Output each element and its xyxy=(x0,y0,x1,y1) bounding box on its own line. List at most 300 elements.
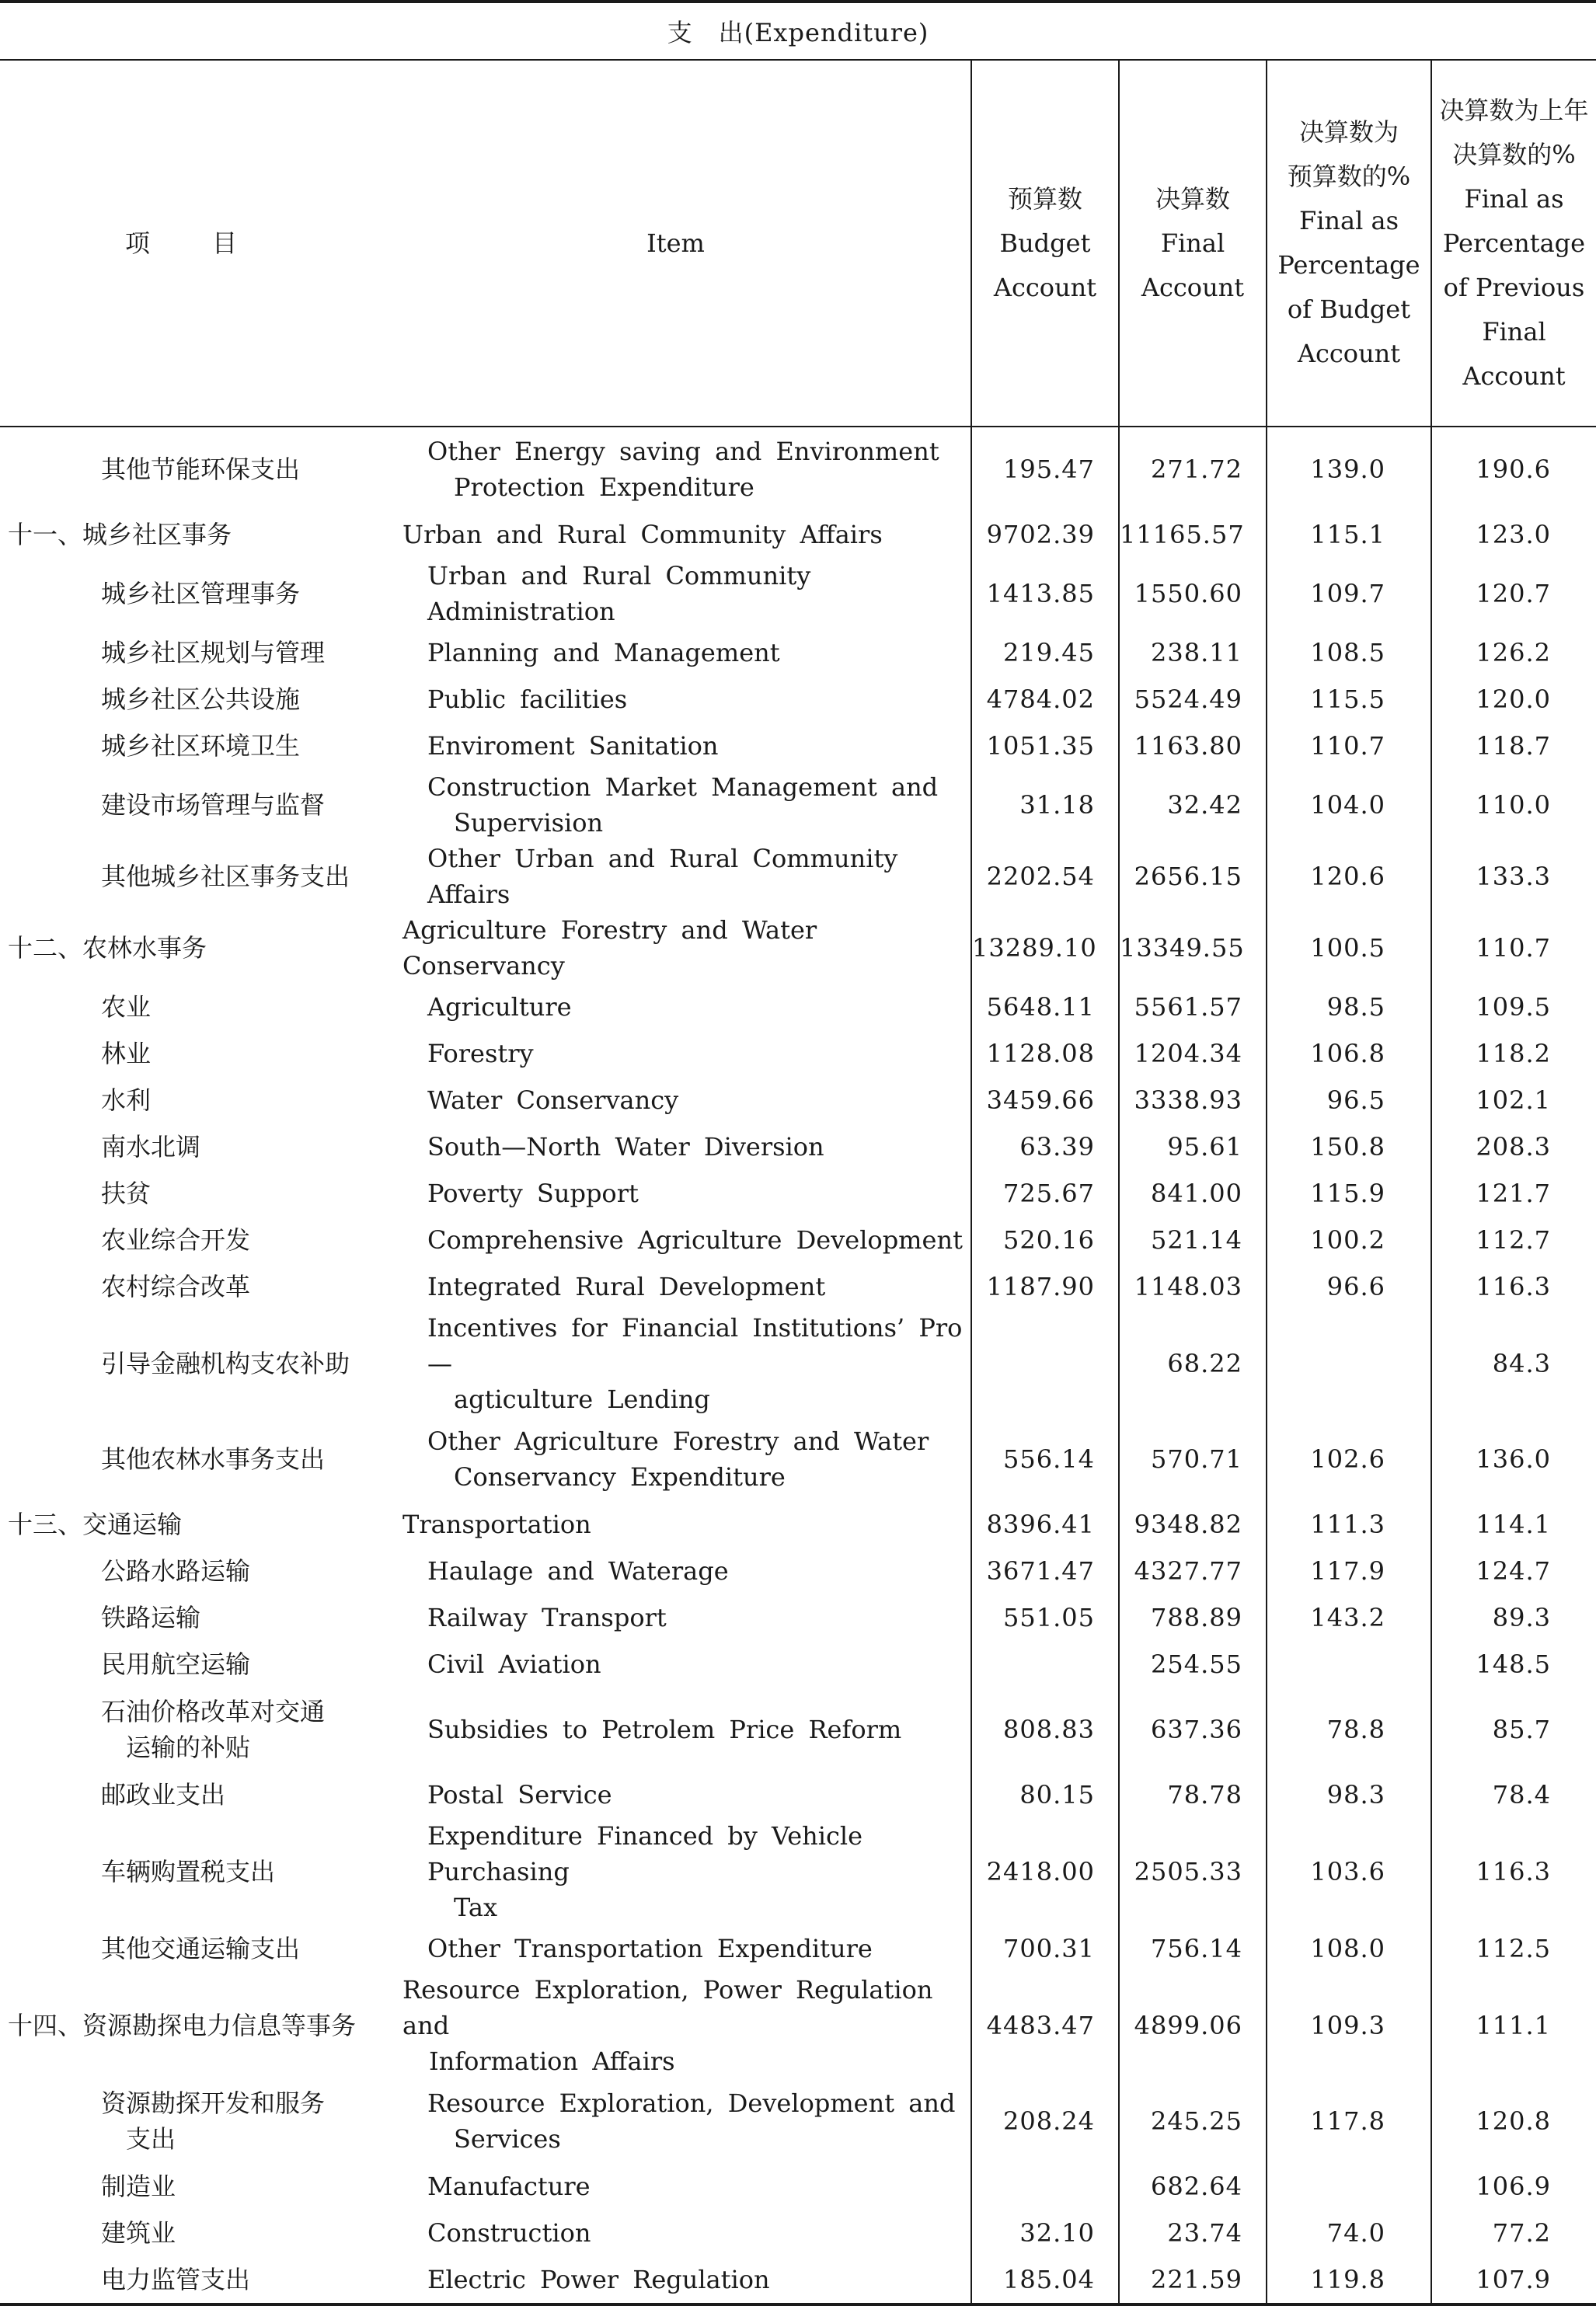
item-cn-label: 十一、城乡社区事务 xyxy=(8,520,232,549)
item-en-label: Poverty Support xyxy=(427,1179,639,1208)
item-en-label: Subsidies to Petrolem Price Reform xyxy=(427,1715,902,1744)
item-cn-label: 城乡社区环境卫生 xyxy=(101,731,301,761)
item-en-label-cont: Information Affairs xyxy=(429,2046,675,2076)
final-cell: 95.61 xyxy=(1119,1123,1267,1170)
budget-cell xyxy=(971,1641,1119,1688)
pct-budget-cell: 120.6 xyxy=(1267,841,1431,912)
pct-prev-cell: 109.5 xyxy=(1431,984,1596,1030)
item-en-cell xyxy=(381,1217,971,1263)
table-row xyxy=(0,676,1596,723)
item-cn-label: 公路水路运输 xyxy=(101,1556,251,1586)
final-cell: 2656.15 xyxy=(1119,841,1267,912)
header-line: 预算数的% xyxy=(1287,162,1411,191)
item-cn-label: 民用航空运输 xyxy=(101,1649,251,1679)
table-row xyxy=(0,1217,1596,1263)
final-cell: 2505.33 xyxy=(1119,1818,1267,1925)
pct-budget-cell: 115.1 xyxy=(1267,511,1431,558)
item-en-label: Manufacture xyxy=(427,2172,591,2201)
item-en-cell xyxy=(381,912,971,984)
item-en-cell xyxy=(381,1501,971,1548)
item-en-label: Haulage and Waterage xyxy=(427,1556,729,1586)
pct-budget-cell: 102.6 xyxy=(1267,1417,1431,1501)
final-cell: 68.22 xyxy=(1119,1310,1267,1417)
header-line: Percentage xyxy=(1277,250,1420,280)
final-cell: 788.89 xyxy=(1119,1594,1267,1641)
item-cn-cell xyxy=(0,1077,381,1123)
item-en-label: Agriculture xyxy=(427,992,572,1022)
header-line: Account xyxy=(1297,339,1401,368)
final-cell: 32.42 xyxy=(1119,769,1267,841)
item-cn-cell xyxy=(0,984,381,1030)
pct-prev-cell: 133.3 xyxy=(1431,841,1596,912)
pct-prev-cell: 136.0 xyxy=(1431,1417,1596,1501)
final-cell: 1163.80 xyxy=(1119,723,1267,769)
item-cn-cell xyxy=(0,1972,381,2079)
table-row xyxy=(0,1641,1596,1688)
item-cn-label: 十四、资源勘探电力信息等事务 xyxy=(8,2011,357,2040)
pct-prev-cell: 118.7 xyxy=(1431,723,1596,769)
table-row xyxy=(0,1771,1596,1818)
item-en-label: Other Urban and Rural Community Affairs xyxy=(427,844,898,909)
final-cell: 521.14 xyxy=(1119,1217,1267,1263)
pct-budget-cell: 100.2 xyxy=(1267,1217,1431,1263)
final-cell: 271.72 xyxy=(1119,427,1267,511)
item-en-cell xyxy=(381,1818,971,1925)
budget-cell: 2202.54 xyxy=(971,841,1119,912)
header-line: Percentage xyxy=(1442,228,1586,258)
item-cn-cell xyxy=(0,1688,381,1771)
column-header-item-en: Item xyxy=(381,60,971,427)
pct-prev-cell: 123.0 xyxy=(1431,511,1596,558)
table-super-header xyxy=(0,3,1596,60)
item-cn-label: 十三、交通运输 xyxy=(8,1510,183,1539)
item-en-label: Forestry xyxy=(427,1039,534,1068)
budget-cell: 1413.85 xyxy=(971,558,1119,629)
pct-budget-cell: 106.8 xyxy=(1267,1030,1431,1077)
item-en-cell xyxy=(381,1030,971,1077)
item-cn-cell xyxy=(0,723,381,769)
table-row xyxy=(0,841,1596,912)
item-cn-cell xyxy=(0,912,381,984)
pct-budget-cell: 78.8 xyxy=(1267,1688,1431,1771)
pct-budget-cell: 119.8 xyxy=(1267,2256,1431,2304)
budget-cell xyxy=(971,2163,1119,2210)
final-cell: 13349.55 xyxy=(1119,912,1267,984)
pct-prev-cell: 110.0 xyxy=(1431,769,1596,841)
pct-budget-cell: 150.8 xyxy=(1267,1123,1431,1170)
item-cn-cell xyxy=(0,2163,381,2210)
item-cn-cell xyxy=(0,1548,381,1594)
budget-cell: 725.67 xyxy=(971,1170,1119,1217)
final-cell: 637.36 xyxy=(1119,1688,1267,1771)
item-en-label: Railway Transport xyxy=(427,1603,667,1632)
item-en-label: Civil Aviation xyxy=(427,1649,601,1679)
item-cn-label: 引导金融机构支农补助 xyxy=(101,1349,350,1378)
item-cn-label-cont: 运输的补贴 xyxy=(126,1733,251,1762)
item-en-label: Resource Exploration, Power Regulation and xyxy=(402,1975,933,2040)
item-en-cell xyxy=(381,1417,971,1501)
item-en-cell xyxy=(381,2163,971,2210)
final-cell: 682.64 xyxy=(1119,2163,1267,2210)
budget-cell xyxy=(971,1310,1119,1417)
item-en-label: Integrated Rural Development xyxy=(427,1272,826,1301)
pct-budget-cell: 108.0 xyxy=(1267,1925,1431,1972)
item-en-label: Resource Exploration, Development and xyxy=(427,2088,956,2118)
item-en-cell xyxy=(381,1548,971,1594)
item-en-label: Other Transportation Expenditure xyxy=(427,1934,873,1963)
header-line: 决算数的% xyxy=(1452,139,1576,169)
item-cn-label: 农业综合开发 xyxy=(101,1225,251,1255)
item-en-label: Other Agriculture Forestry and Water xyxy=(427,1426,929,1456)
table-row xyxy=(0,1170,1596,1217)
pct-budget-cell: 110.7 xyxy=(1267,723,1431,769)
budget-cell: 5648.11 xyxy=(971,984,1119,1030)
item-cn-cell xyxy=(0,1594,381,1641)
budget-cell: 556.14 xyxy=(971,1417,1119,1501)
item-en-cell xyxy=(381,2079,971,2163)
item-cn-cell xyxy=(0,1310,381,1417)
item-en-cell xyxy=(381,984,971,1030)
item-en-cell xyxy=(381,629,971,676)
item-cn-label: 制造业 xyxy=(101,2172,176,2201)
column-header-final xyxy=(1119,60,1267,427)
header-line: Final xyxy=(1482,316,1546,347)
item-cn-cell xyxy=(0,841,381,912)
pct-prev-cell: 114.1 xyxy=(1431,1501,1596,1548)
budget-cell: 8396.41 xyxy=(971,1501,1119,1548)
item-cn-label: 铁路运输 xyxy=(101,1603,201,1632)
table-row xyxy=(0,1972,1596,2079)
item-cn-label: 水利 xyxy=(101,1085,152,1115)
pct-budget-cell: 109.3 xyxy=(1267,1972,1431,2079)
item-en-cell xyxy=(381,558,971,629)
final-cell: 245.25 xyxy=(1119,2079,1267,2163)
pct-budget-cell: 109.7 xyxy=(1267,558,1431,629)
pct-prev-cell: 120.0 xyxy=(1431,676,1596,723)
item-en-label: Urban and Rural Community Affairs xyxy=(402,520,883,549)
item-cn-label: 其他农林水事务支出 xyxy=(101,1444,326,1474)
item-cn-label: 农业 xyxy=(101,992,152,1022)
table-row xyxy=(0,723,1596,769)
budget-cell: 4784.02 xyxy=(971,676,1119,723)
table-row xyxy=(0,2163,1596,2210)
item-en-cell xyxy=(381,2210,971,2256)
budget-cell: 32.10 xyxy=(971,2210,1119,2256)
item-cn-label: 邮政业支出 xyxy=(101,1780,226,1810)
table-row xyxy=(0,1310,1596,1417)
item-en-cell xyxy=(381,841,971,912)
item-cn-cell xyxy=(0,427,381,511)
pct-prev-cell: 77.2 xyxy=(1431,2210,1596,2256)
pct-prev-cell: 102.1 xyxy=(1431,1077,1596,1123)
pct-prev-cell: 121.7 xyxy=(1431,1170,1596,1217)
item-cn-label: 林业 xyxy=(101,1039,152,1068)
budget-cell: 195.47 xyxy=(971,427,1119,511)
item-cn-label: 建设市场管理与监督 xyxy=(101,790,326,820)
pct-budget-cell xyxy=(1267,2163,1431,2210)
item-cn-label: 建筑业 xyxy=(101,2218,176,2248)
pct-prev-cell: 111.1 xyxy=(1431,1972,1596,2079)
item-cn-label: 城乡社区管理事务 xyxy=(101,579,301,608)
column-header-budget xyxy=(971,60,1119,427)
pct-prev-cell: 116.3 xyxy=(1431,1818,1596,1925)
final-cell: 756.14 xyxy=(1119,1925,1267,1972)
final-cell: 9348.82 xyxy=(1119,1501,1267,1548)
pct-budget-cell: 115.5 xyxy=(1267,676,1431,723)
pct-prev-cell: 120.8 xyxy=(1431,2079,1596,2163)
expenditure-title: 支 出(Expenditure) xyxy=(0,3,1596,60)
pct-prev-cell: 89.3 xyxy=(1431,1594,1596,1641)
pct-budget-cell: 96.6 xyxy=(1267,1263,1431,1310)
budget-cell: 520.16 xyxy=(971,1217,1119,1263)
item-cn-cell xyxy=(0,676,381,723)
pct-budget-cell xyxy=(1267,1641,1431,1688)
budget-cell: 808.83 xyxy=(971,1688,1119,1771)
budget-cell: 13289.10 xyxy=(971,912,1119,984)
table-row xyxy=(0,1501,1596,1548)
item-en-label: Expenditure Financed by Vehicle Purchasing xyxy=(427,1821,863,1886)
item-cn-cell xyxy=(0,1771,381,1818)
table-row xyxy=(0,2256,1596,2304)
final-cell: 841.00 xyxy=(1119,1170,1267,1217)
item-en-cell xyxy=(381,1123,971,1170)
table-row xyxy=(0,912,1596,984)
item-en-label-cont: agticulture Lending xyxy=(454,1385,710,1414)
item-cn-cell xyxy=(0,1417,381,1501)
pct-prev-cell: 126.2 xyxy=(1431,629,1596,676)
pct-prev-cell: 106.9 xyxy=(1431,2163,1596,2210)
header-line: 决算数为上年 xyxy=(1439,95,1589,125)
pct-budget-cell: 96.5 xyxy=(1267,1077,1431,1123)
pct-prev-cell: 116.3 xyxy=(1431,1263,1596,1310)
header-line: Final as xyxy=(1464,183,1564,214)
pct-prev-cell: 110.7 xyxy=(1431,912,1596,984)
table-row xyxy=(0,1688,1596,1771)
item-en-cell xyxy=(381,2256,971,2304)
item-en-cell xyxy=(381,1925,971,1972)
final-cell: 254.55 xyxy=(1119,1641,1267,1688)
pct-budget-cell: 111.3 xyxy=(1267,1501,1431,1548)
final-cell: 23.74 xyxy=(1119,2210,1267,2256)
item-en-cell xyxy=(381,1594,971,1641)
item-en-label: Postal Service xyxy=(427,1780,612,1810)
item-cn-cell xyxy=(0,1818,381,1925)
item-en-cell xyxy=(381,1263,971,1310)
budget-cell: 4483.47 xyxy=(971,1972,1119,2079)
table-row xyxy=(0,558,1596,629)
item-en-label-cont: Protection Expenditure xyxy=(454,472,754,502)
item-en-label-cont: Services xyxy=(454,2124,561,2154)
item-en-cell xyxy=(381,1077,971,1123)
final-cell: 1148.03 xyxy=(1119,1263,1267,1310)
table-row xyxy=(0,1594,1596,1641)
budget-cell: 80.15 xyxy=(971,1771,1119,1818)
item-en-label-cont: Conservancy Expenditure xyxy=(454,1462,786,1492)
header-line: Account xyxy=(1462,361,1566,391)
item-en-label: Transportation xyxy=(402,1510,591,1539)
item-cn-cell xyxy=(0,1217,381,1263)
item-en-label: Urban and Rural Community Administration xyxy=(427,561,811,626)
table-row xyxy=(0,1123,1596,1170)
pct-prev-cell: 120.7 xyxy=(1431,558,1596,629)
header-line: 决算数为 xyxy=(1298,117,1399,147)
item-cn-cell xyxy=(0,769,381,841)
table-row xyxy=(0,1818,1596,1925)
pct-prev-cell: 107.9 xyxy=(1431,2256,1596,2304)
pct-budget-cell: 139.0 xyxy=(1267,427,1431,511)
pct-budget-cell: 117.8 xyxy=(1267,2079,1431,2163)
item-en-cell xyxy=(381,1641,971,1688)
table-column-headers xyxy=(0,60,1596,427)
header-line: of Previous xyxy=(1443,272,1585,302)
item-cn-label: 车辆购置税支出 xyxy=(101,1857,276,1886)
item-cn-cell xyxy=(0,511,381,558)
table-row xyxy=(0,427,1596,511)
pct-budget-cell xyxy=(1267,1310,1431,1417)
item-cn-cell xyxy=(0,1123,381,1170)
table-row xyxy=(0,769,1596,841)
header-line: 预算数 xyxy=(1007,183,1082,214)
item-en-label: Water Conservancy xyxy=(427,1085,679,1115)
pct-budget-cell: 74.0 xyxy=(1267,2210,1431,2256)
pct-prev-cell: 208.3 xyxy=(1431,1123,1596,1170)
pct-prev-cell: 78.4 xyxy=(1431,1771,1596,1818)
item-en-label: Planning and Management xyxy=(427,638,780,667)
item-en-label: Other Energy saving and Environment xyxy=(427,437,939,466)
item-en-cell xyxy=(381,427,971,511)
item-en-label: Agriculture Forestry and Water Conservancy xyxy=(402,915,817,981)
item-cn-cell xyxy=(0,1641,381,1688)
item-en-cell xyxy=(381,676,971,723)
table-row xyxy=(0,2210,1596,2256)
budget-cell: 31.18 xyxy=(971,769,1119,841)
final-cell: 1550.60 xyxy=(1119,558,1267,629)
table-row xyxy=(0,1925,1596,1972)
item-en-label: Public facilities xyxy=(427,684,628,714)
pct-budget-cell: 100.5 xyxy=(1267,912,1431,984)
pct-budget-cell: 103.6 xyxy=(1267,1818,1431,1925)
table-row xyxy=(0,2079,1596,2163)
item-cn-label: 电力监管支出 xyxy=(101,2265,251,2294)
table-row xyxy=(0,1077,1596,1123)
item-en-cell xyxy=(381,769,971,841)
pct-prev-cell: 148.5 xyxy=(1431,1641,1596,1688)
pct-budget-cell: 98.5 xyxy=(1267,984,1431,1030)
header-line: Budget xyxy=(999,228,1091,258)
item-en-label: Electric Power Regulation xyxy=(427,2265,770,2294)
item-cn-cell xyxy=(0,558,381,629)
final-cell: 3338.93 xyxy=(1119,1077,1267,1123)
item-cn-label: 其他交通运输支出 xyxy=(101,1934,301,1963)
pct-prev-cell: 190.6 xyxy=(1431,427,1596,511)
item-en-cell xyxy=(381,511,971,558)
pct-budget-cell: 143.2 xyxy=(1267,1594,1431,1641)
item-cn-label-cont: 支出 xyxy=(126,2124,176,2154)
budget-cell: 9702.39 xyxy=(971,511,1119,558)
item-en-label: Incentives for Financial Institutions’ Pro— xyxy=(427,1313,963,1378)
budget-cell: 185.04 xyxy=(971,2256,1119,2304)
item-en-label: South—North Water Diversion xyxy=(427,1132,824,1162)
item-en-cell xyxy=(381,723,971,769)
column-header-pct-prev xyxy=(1431,60,1596,427)
table-row xyxy=(0,1030,1596,1077)
item-cn-label: 农村综合改革 xyxy=(101,1272,251,1301)
item-en-label: Construction xyxy=(427,2218,591,2248)
pct-budget-cell: 104.0 xyxy=(1267,769,1431,841)
header-line: 决算数 xyxy=(1155,183,1230,214)
item-cn-cell xyxy=(0,1263,381,1310)
item-en-cell xyxy=(381,1310,971,1417)
final-cell: 5561.57 xyxy=(1119,984,1267,1030)
item-cn-cell xyxy=(0,629,381,676)
table-row xyxy=(0,984,1596,1030)
budget-cell: 219.45 xyxy=(971,629,1119,676)
final-cell: 221.59 xyxy=(1119,2256,1267,2304)
pct-prev-cell: 112.5 xyxy=(1431,1925,1596,1972)
final-cell: 4327.77 xyxy=(1119,1548,1267,1594)
pct-prev-cell: 84.3 xyxy=(1431,1310,1596,1417)
table-row xyxy=(0,511,1596,558)
header-line: Account xyxy=(1141,272,1245,302)
item-cn-label: 石油价格改革对交通 xyxy=(101,1697,326,1726)
pct-prev-cell: 85.7 xyxy=(1431,1688,1596,1771)
pct-prev-cell: 112.7 xyxy=(1431,1217,1596,1263)
column-header-item-cn: 项 目 xyxy=(0,60,381,427)
final-cell: 4899.06 xyxy=(1119,1972,1267,2079)
header-line: of Budget xyxy=(1287,294,1411,324)
table-row xyxy=(0,1263,1596,1310)
final-cell: 1204.34 xyxy=(1119,1030,1267,1077)
item-cn-cell xyxy=(0,1501,381,1548)
pct-prev-cell: 118.2 xyxy=(1431,1030,1596,1077)
budget-cell: 1051.35 xyxy=(971,723,1119,769)
budget-cell: 208.24 xyxy=(971,2079,1119,2163)
budget-cell: 700.31 xyxy=(971,1925,1119,1972)
item-cn-label: 资源勘探开发和服务 xyxy=(101,2088,326,2118)
header-line: Account xyxy=(993,272,1097,302)
budget-cell: 63.39 xyxy=(971,1123,1119,1170)
item-cn-label: 十二、农林水事务 xyxy=(8,933,207,963)
item-cn-label: 其他节能环保支出 xyxy=(101,455,301,484)
pct-budget-cell: 117.9 xyxy=(1267,1548,1431,1594)
budget-cell: 1128.08 xyxy=(971,1030,1119,1077)
item-en-cell xyxy=(381,1170,971,1217)
item-cn-cell xyxy=(0,2210,381,2256)
budget-cell: 3671.47 xyxy=(971,1548,1119,1594)
item-en-label: Construction Market Management and xyxy=(427,772,939,802)
item-cn-label: 城乡社区规划与管理 xyxy=(101,638,326,667)
item-cn-label: 城乡社区公共设施 xyxy=(101,684,301,714)
item-cn-label: 其他城乡社区事务支出 xyxy=(101,862,350,891)
table-row xyxy=(0,1417,1596,1501)
item-cn-cell xyxy=(0,1030,381,1077)
item-en-cell xyxy=(381,1688,971,1771)
item-cn-cell xyxy=(0,2079,381,2163)
item-en-label-cont: Supervision xyxy=(454,808,604,838)
pct-budget-cell: 108.5 xyxy=(1267,629,1431,676)
header-line: Final as xyxy=(1298,206,1399,235)
pct-prev-cell: 124.7 xyxy=(1431,1548,1596,1594)
final-cell: 570.71 xyxy=(1119,1417,1267,1501)
final-cell: 11165.57 xyxy=(1119,511,1267,558)
item-en-label-cont: Tax xyxy=(454,1893,497,1922)
item-en-cell xyxy=(381,1972,971,2079)
item-en-cell xyxy=(381,1771,971,1818)
header-line: Final xyxy=(1160,228,1225,258)
item-en-label: Enviroment Sanitation xyxy=(427,731,719,761)
budget-cell: 2418.00 xyxy=(971,1818,1119,1925)
budget-cell: 3459.66 xyxy=(971,1077,1119,1123)
